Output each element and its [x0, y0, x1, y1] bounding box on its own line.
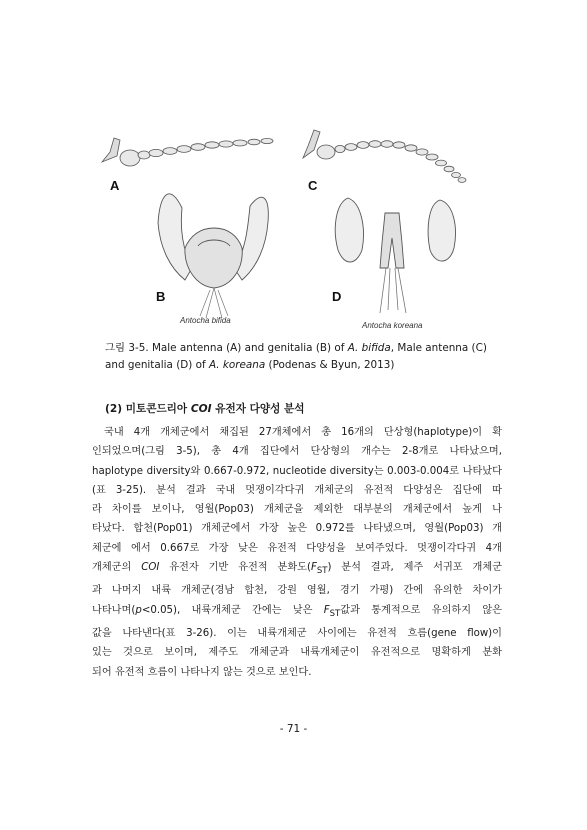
- body-text-segment: ) 분석 결과, 제주 서귀포 개체군: [327, 562, 502, 574]
- panel-label-b: B: [156, 289, 166, 304]
- figure-caption: [105, 340, 495, 374]
- section-heading: [105, 401, 305, 416]
- body-line: [92, 558, 502, 581]
- panel-label-a: A: [110, 178, 120, 193]
- body-text-segment: 값과 통계적으로 유의하지 않은: [340, 604, 502, 616]
- section-heading-prefix: (2) 미토콘드리아: [105, 403, 191, 415]
- caption-text-3: (Podenas & Byun, 2013): [265, 359, 395, 371]
- body-line: haplotype diversity와 0.667-0.972, nucleotide diversity는 0.003-0.004로 나타났다: [92, 465, 502, 477]
- body-line: 라 차이를 보이나, 영월(Pop03) 개체군을 제외한 대부분의 개체군에서 높게 나: [92, 504, 502, 516]
- species-label-koreana: Antocha koreana: [362, 321, 423, 330]
- caption-species-koreana: A. koreana: [208, 359, 266, 371]
- body-line: 값을 나타낸다(표 3-26). 이는 내륙개체군 사이에는 유전적 흐름(gene flow)이: [92, 628, 502, 640]
- antenna-a-drawing: [102, 138, 273, 166]
- caption-text-2: , Male antenna (C) and genitalia (D) of: [105, 342, 487, 371]
- body-line: 있는 것으로 보이며, 제주도 개체군과 내륙개체군이 유전적으로 명확하게 분화: [92, 647, 502, 659]
- body-line: 국내 4개 개체군에서 채집된 27개체에서 총 16개의 단상형(haplotype)이 확: [104, 427, 502, 438]
- figure-antenna-genitalia: [100, 118, 490, 333]
- body-line: [92, 601, 502, 624]
- body-fst-subscript: ST: [316, 566, 328, 577]
- genitalia-b-drawing: [158, 194, 268, 318]
- panel-label-c: C: [308, 178, 318, 193]
- panel-label-d: D: [332, 289, 342, 304]
- species-label-bifida: Antocha bifida: [180, 316, 231, 325]
- body-text-segment: <0.05), 내륙개체군 간에는 낮은: [141, 604, 324, 616]
- body-line: 되어 유전적 흐름이 나타나지 않는 것으로 보인다.: [92, 666, 312, 678]
- body-text-segment: 개체군의: [92, 562, 142, 574]
- body-text-segment: 나타나며(: [92, 604, 136, 616]
- caption-text-1: 그림 3-5. Male antenna (A) and genitalia (B) of: [105, 342, 348, 354]
- figure-illustration: [100, 118, 490, 333]
- body-line: 체군에 에서 0.667로 가장 낮은 유전적 다양성을 보여주었다. 멋쟁이각다귀 4개: [92, 542, 502, 554]
- body-fst-subscript: ST: [329, 608, 341, 619]
- page-number: - 71 -: [279, 723, 308, 735]
- body-line: (표 3-25). 분석 결과 국내 멋쟁이각다귀 개체군의 유전적 다양성은 집단에 따: [92, 484, 502, 496]
- body-p-symbol: p: [135, 604, 142, 616]
- body-text-segment: 유전자 기반 유전적 분화도(: [159, 562, 311, 574]
- body-line: 과 나머지 내륙 개체군(경남 합천, 강원 영월, 경기 가평) 간에 유의한 차이가: [92, 585, 502, 597]
- body-fst-symbol: F: [323, 604, 330, 616]
- section-heading-suffix: 유전자 다양성 분석: [211, 403, 305, 415]
- caption-species-bifida: A. bifida: [347, 342, 391, 354]
- section-heading-gene: COI: [190, 403, 212, 415]
- body-paragraph: [92, 423, 502, 682]
- antenna-c-drawing: [303, 130, 466, 182]
- body-line: 인되었으며(그림 3-5), 총 4개 집단에서 단상형의 개수는 2-8개로 나타났으며,: [92, 446, 502, 458]
- body-gene-name: COI: [141, 562, 160, 574]
- genitalia-d-drawing: [335, 198, 455, 313]
- body-line: 타났다. 합천(Pop01) 개체군에서 가장 높은 0.972를 나타냈으며, 영월(Pop03) 개: [92, 523, 502, 535]
- body-fst-symbol: F: [310, 562, 317, 574]
